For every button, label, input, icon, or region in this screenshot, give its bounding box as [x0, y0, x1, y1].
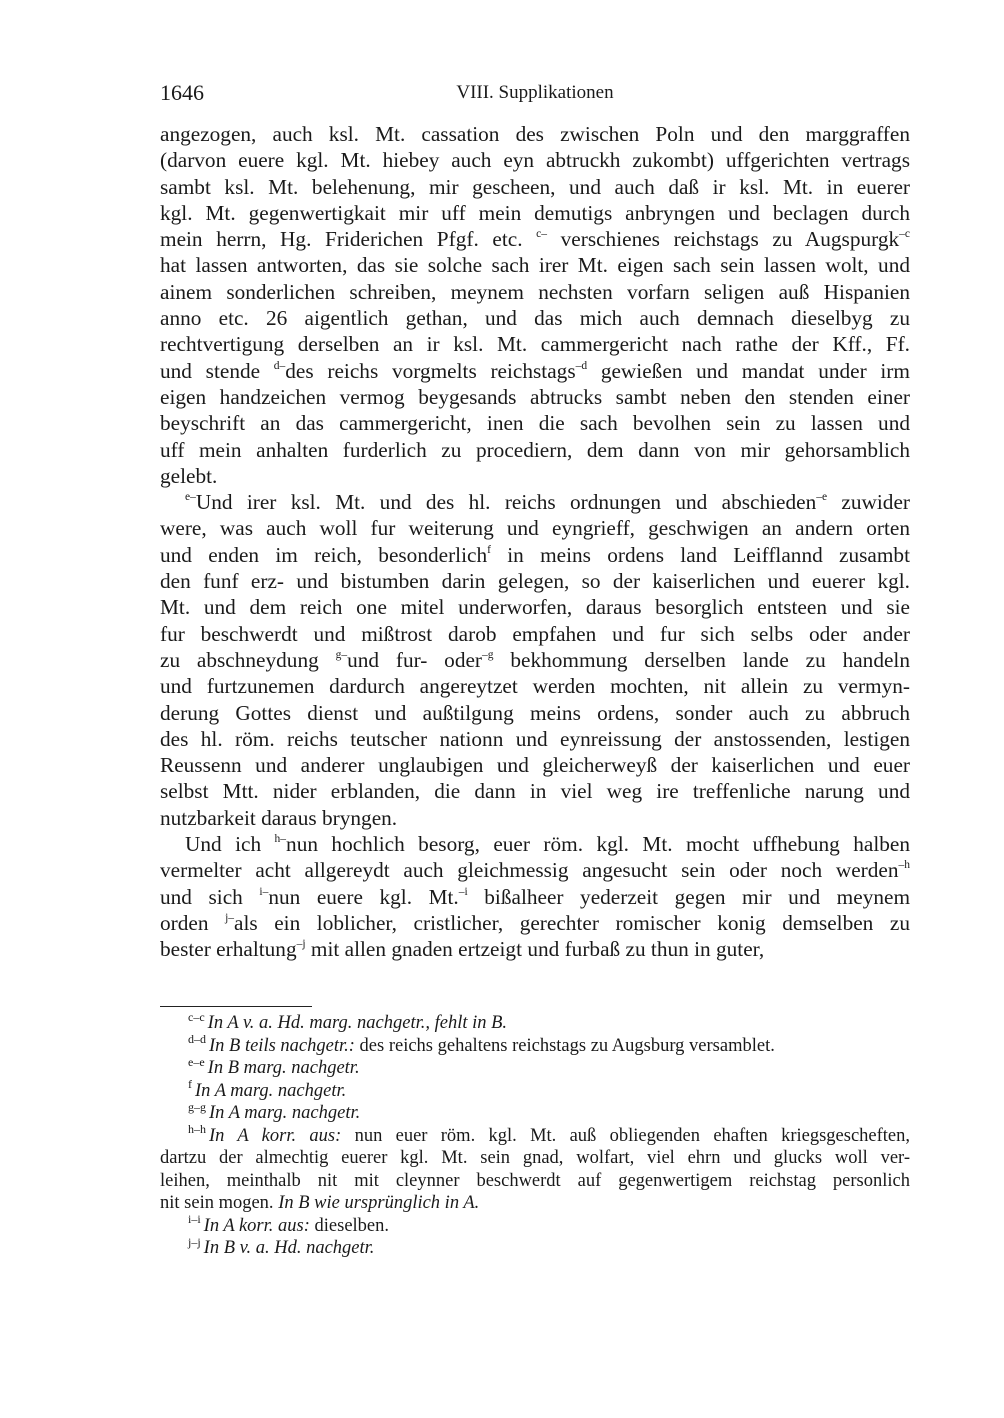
- critical-apparatus-mark: –e: [816, 491, 828, 504]
- line-text: und enden im reich, besonderlich: [160, 542, 488, 567]
- critical-apparatus-mark: –h: [898, 859, 910, 872]
- line-text: gewießen und mandat under irm: [587, 358, 910, 383]
- footnote-continuation: [160, 1192, 910, 1215]
- text-line: [160, 305, 910, 331]
- line-text: als ein loblicher, cristlicher, gerechter romischer konig demselben zu: [234, 910, 910, 935]
- text-line: [160, 121, 910, 147]
- line-text: uff mein anhalten furderlich zu procediern, dem dann von mir gehorsamblich: [160, 437, 910, 462]
- footnote-text: nun euer röm. kgl. Mt. auß obliegenden ehaften kriegsgescheften,: [341, 1125, 910, 1146]
- footnote-label: h–h: [188, 1122, 206, 1137]
- text-line: [160, 884, 910, 910]
- line-text: vermelter acht allgereydt auch gleichmessig angesucht sein oder noch werden: [160, 858, 899, 883]
- line-text: zu abschneydung: [160, 647, 336, 672]
- text-line: [160, 752, 910, 778]
- line-text: mein herrn, Hg. Friderichen Pfgf. etc.: [160, 227, 537, 252]
- line-text: fur beschwerdt und mißtrost darob empfahen und fur sich selbs oder ander: [160, 621, 910, 646]
- text-line: [160, 594, 910, 620]
- footnote-editorial-note: In A korr. aus:: [209, 1125, 342, 1146]
- running-title: VIII. Supplikationen: [456, 82, 614, 103]
- line-text: und stende: [160, 358, 274, 383]
- line-text: (darvon euere kgl. Mt. hiebey auch eyn abtruckh zukombt) uffgerichten vertrags: [160, 148, 910, 173]
- footnote-label: e–e: [188, 1054, 205, 1069]
- footnote-editorial-note: In B teils nachgetr.:: [209, 1035, 355, 1056]
- text-line: [160, 147, 910, 173]
- text-line: [160, 726, 910, 752]
- line-text: orden: [160, 910, 226, 935]
- line-text: bekhommung derselben lande zu handeln: [493, 647, 911, 672]
- footnote-editorial-note: In A korr. aus:: [203, 1215, 310, 1236]
- footnote-rule: [160, 1006, 312, 1007]
- text-line: [160, 542, 910, 568]
- critical-apparatus-mark: j–: [225, 911, 235, 924]
- line-text: und furtzunemen dardurch angereytzet werden mochten, nit allein zu vermyn-: [160, 674, 910, 699]
- footnote-text: dieselben.: [309, 1215, 390, 1236]
- text-line: [160, 200, 910, 226]
- footnote: [160, 1009, 910, 1035]
- text-line: [160, 700, 910, 726]
- line-text: nutzbarkeit daraus bryngen.: [160, 805, 398, 830]
- line-text: nun hochlich besorg, euer röm. kgl. Mt. mocht uffhebung halben: [286, 832, 911, 857]
- critical-apparatus-mark: –d: [575, 359, 588, 372]
- critical-apparatus-mark: i–: [259, 885, 269, 898]
- footnote: [160, 1234, 910, 1260]
- line-text: were, was auch woll fur weiterung und eyngrieff, geschwigen an andern orten: [160, 516, 910, 541]
- footnote-label: j–j: [188, 1234, 201, 1249]
- line-text: eigen handzeichen vermog beygesands abtrucks sambt neben den stenden einer: [160, 384, 910, 409]
- line-text: und sich: [160, 884, 260, 909]
- line-text: rechtvertigung derselben an ir ksl. Mt. cammergericht nach rathe der Kff., Ff.: [160, 332, 910, 357]
- footnote-label: i–i: [188, 1212, 201, 1227]
- line-text: derung Gottes dienst und außtilgung meins ordens, sonder auch zu abbruch: [160, 700, 910, 725]
- text-line: [160, 410, 910, 436]
- text-line: [160, 252, 910, 278]
- line-text: in meins ordens land Leifflannd zusambt: [490, 542, 910, 567]
- footnote-text: leihen, meinthalb nit mit cleynner beschwerdt auf gegenwertigem reichstag personlich: [160, 1170, 910, 1191]
- footnote-editorial-note: In B v. a. Hd. nachgetr.: [203, 1238, 375, 1258]
- critical-apparatus-mark: –g: [482, 648, 494, 661]
- footnote-continuation: [160, 1147, 910, 1170]
- footnote: [160, 1099, 910, 1125]
- critical-apparatus-mark: g–: [335, 648, 348, 661]
- line-text: anno etc. 26 aigentlich gethan, und das mich auch demnach dieselbyg zu: [160, 306, 910, 331]
- page-header: [160, 80, 910, 108]
- text-line: [160, 778, 910, 804]
- line-text: beyschrift an das cammergericht, inen die sach bevolhen sein zu lassen und: [160, 411, 910, 436]
- footnote-continuation: [160, 1170, 910, 1193]
- text-line: [160, 831, 910, 857]
- line-text: bißalheer yederzeit gegen mir und meynem: [467, 884, 911, 909]
- footnote-label: d–d: [188, 1032, 206, 1047]
- footnote: [160, 1077, 910, 1103]
- line-text: mit allen gnaden ertzeigt und furbaß zu thun in guter,: [305, 937, 765, 962]
- line-text: verschienes reichstags zu Augspurgk: [547, 227, 900, 252]
- critical-apparatus-mark: e–: [185, 491, 196, 504]
- footnote-editorial-note: In A marg. nachgetr.: [195, 1080, 347, 1101]
- line-text: Mt. und dem reich one mitel underworfen, daraus besorglich entsteen und sie: [160, 595, 910, 620]
- line-text: den funf erz- und bistumben darin gelegen, so der kaiserlichen und euerer kgl.: [160, 569, 910, 594]
- line-text: kgl. Mt. gegenwertigkait mir uff mein demutigs anbryngen und beclagen durch: [160, 200, 910, 225]
- text-line: [160, 805, 910, 831]
- text-line: [160, 331, 910, 357]
- footnotes: [160, 1009, 910, 1260]
- text-line: [160, 489, 910, 515]
- line-text: gelebt.: [160, 463, 218, 488]
- text-line: [160, 384, 910, 410]
- text-line: [160, 463, 910, 489]
- line-text: sambt ksl. Mt. belehenung, mir gescheen, und auch daß ir ksl. Mt. in euerer: [160, 174, 910, 199]
- text-line: [160, 279, 910, 305]
- line-text: des hl. röm. reichs teutscher nationn und eynreissung der anstossenden, lestigen: [160, 726, 910, 751]
- line-text: hat lassen antworten, das sie solche sach irer Mt. eigen sach sein lassen wolt, und: [160, 253, 910, 278]
- footnote-editorial-note: In B wie ursprünglich in A.: [278, 1193, 480, 1213]
- text-line: [160, 358, 910, 384]
- line-text: und fur- oder: [347, 647, 483, 672]
- text-line: [160, 174, 910, 200]
- critical-apparatus-mark: h–: [274, 832, 287, 845]
- critical-apparatus-mark: c–: [536, 228, 548, 241]
- line-text: bester erhaltung: [160, 937, 297, 962]
- main-text: [160, 121, 910, 963]
- critical-apparatus-mark: –c: [899, 228, 910, 241]
- footnote: [160, 1122, 910, 1148]
- footnote: [160, 1212, 910, 1238]
- text-line: [160, 437, 910, 463]
- footnote-text: nit sein mogen.: [160, 1193, 279, 1213]
- critical-apparatus-mark: –i: [458, 885, 468, 898]
- line-text: selbst Mtt. nider erblanden, die dann in viel weg ire treffenliche narung und: [160, 779, 910, 804]
- footnote-label: f: [188, 1077, 192, 1092]
- text-line: [160, 673, 910, 699]
- footnote-editorial-note: In B marg. nachgetr.: [207, 1058, 360, 1078]
- text-line: [160, 936, 910, 962]
- footnote-editorial-note: In A marg. nachgetr.: [209, 1103, 361, 1123]
- line-text: Reussenn und anderer unglaubigen und gleicherweyß der kaiserlichen und euer: [160, 753, 910, 778]
- page-number: 1646: [160, 80, 204, 105]
- text-line: [160, 647, 910, 673]
- text-line: [160, 226, 910, 252]
- footnote-text: des reichs gehaltens reichstags zu Augsburg versamblet.: [354, 1035, 775, 1056]
- text-line: [160, 621, 910, 647]
- footnote-label: g–g: [188, 1099, 206, 1114]
- line-text: angezogen, auch ksl. Mt. cassation des zwischen Poln und den marggraffen: [160, 122, 910, 146]
- footnote-label: c–c: [188, 1009, 205, 1024]
- text-line: [160, 857, 910, 883]
- line-text: Und irer ksl. Mt. und des hl. reichs ordnungen und abschieden: [195, 490, 817, 515]
- line-text: Und ich: [185, 832, 275, 857]
- line-text: zuwider: [827, 490, 910, 515]
- text-line: [160, 515, 910, 541]
- text-line: [160, 910, 910, 936]
- line-text: des reichs vorgmelts reichstags: [285, 358, 576, 383]
- critical-apparatus-mark: f: [487, 543, 491, 556]
- text-line: [160, 568, 910, 594]
- line-text: nun euere kgl. Mt.: [268, 884, 459, 909]
- line-text: ainem sonderlichen schreiben, meynem nechsten vorfarn seligen auß Hispanien: [160, 279, 910, 304]
- footnote: [160, 1032, 910, 1058]
- footnote: [160, 1054, 910, 1080]
- critical-apparatus-mark: d–: [273, 359, 286, 372]
- footnote-text: dartzu der almechtig euerer kgl. Mt. sein gnad, wolfart, viel ehrn und glucks woll ver-: [160, 1148, 910, 1168]
- critical-apparatus-mark: –j: [296, 938, 306, 951]
- footnote-editorial-note: In A v. a. Hd. marg. nachgetr., fehlt in B.: [207, 1013, 508, 1033]
